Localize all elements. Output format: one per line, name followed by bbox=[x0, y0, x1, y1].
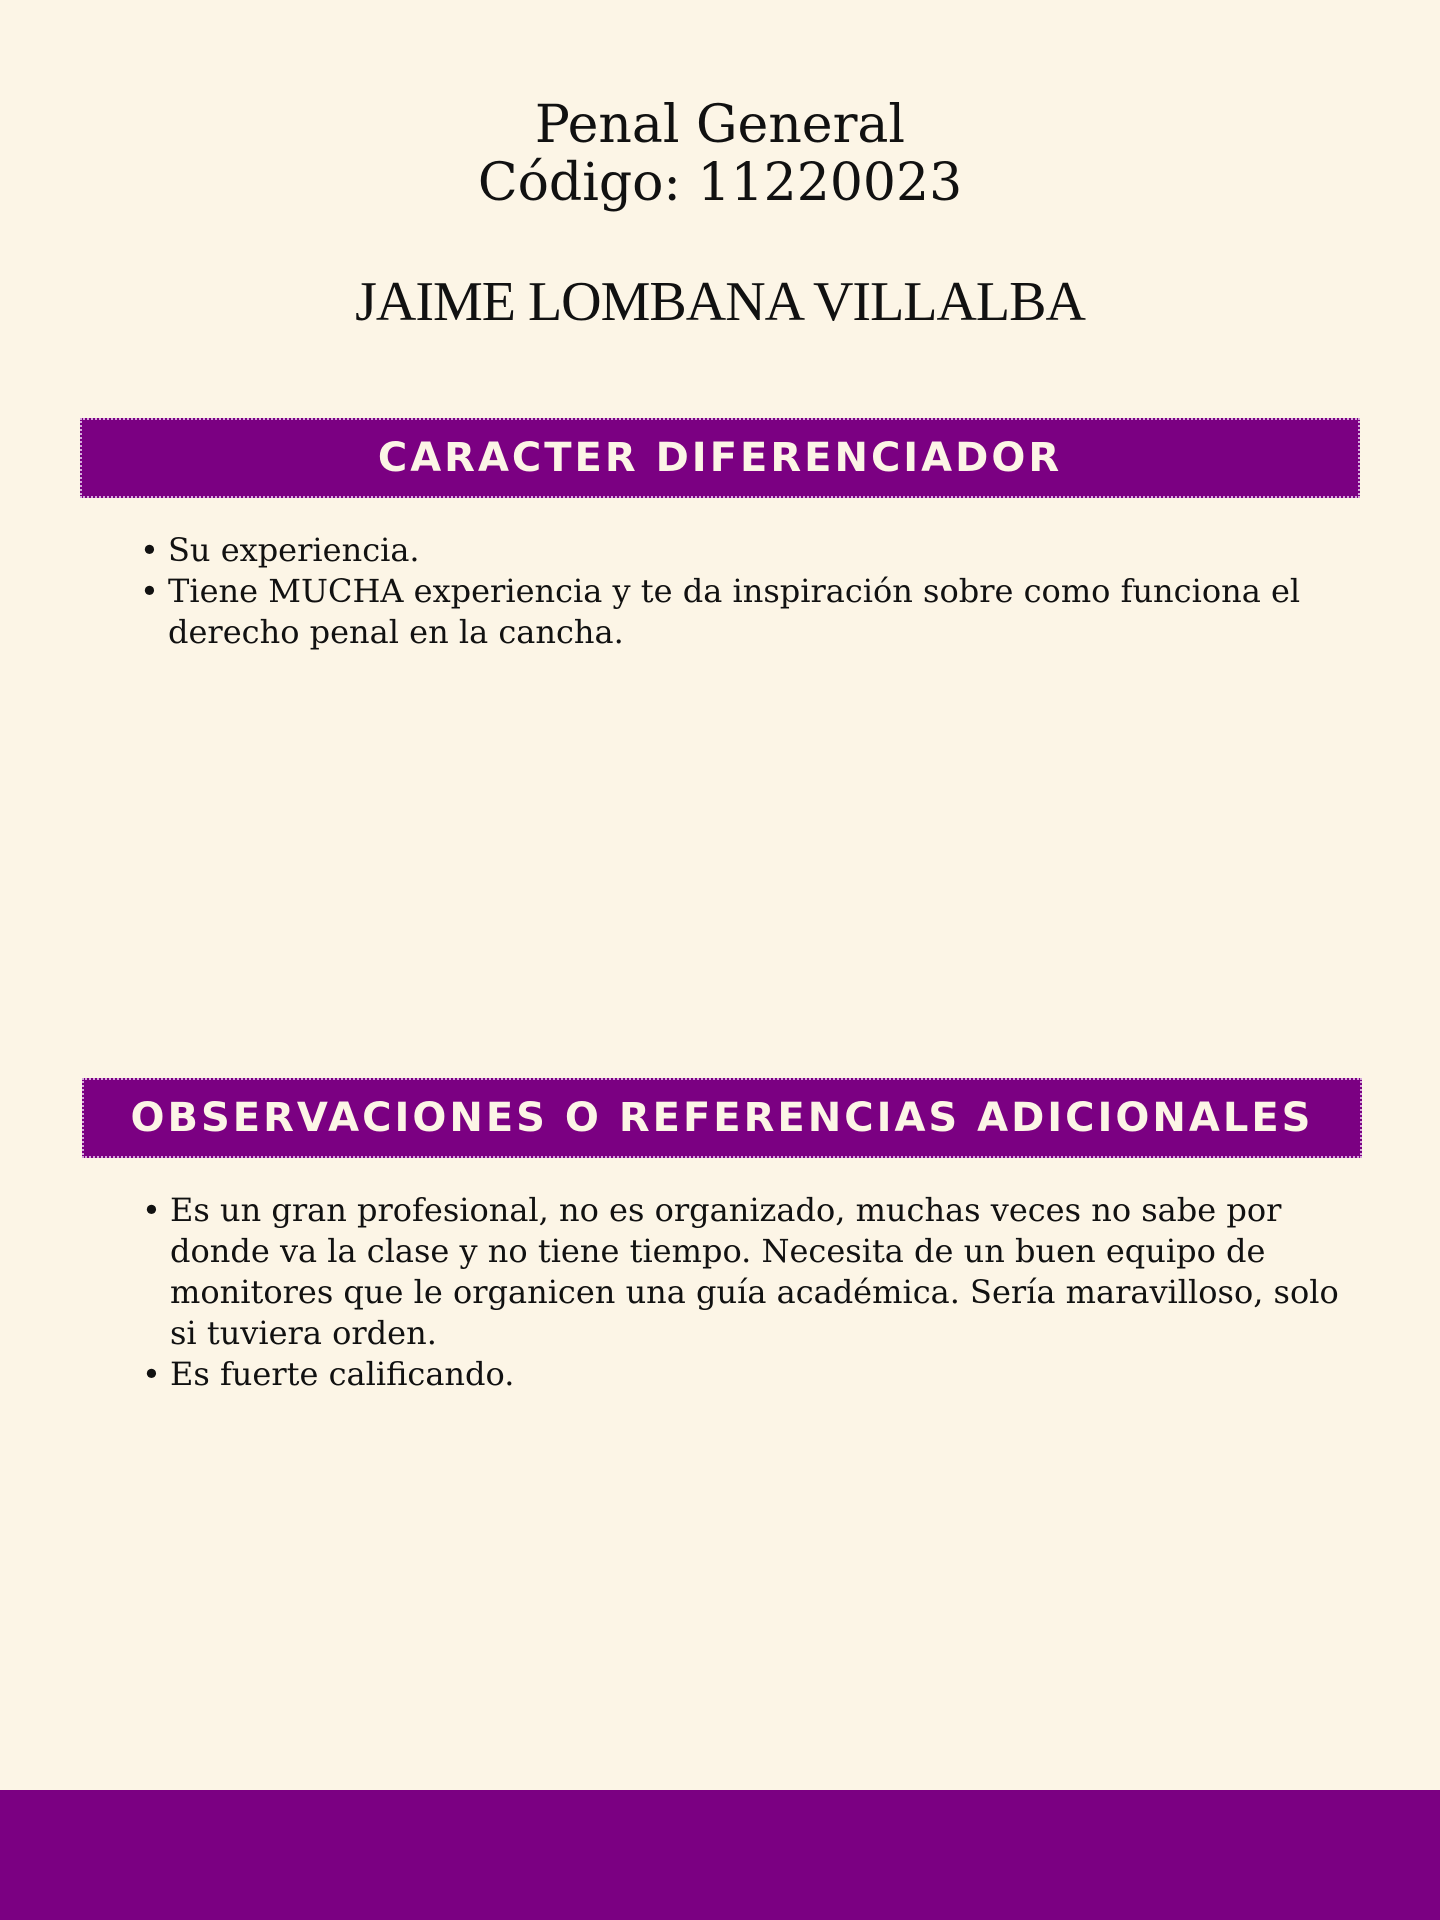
list-item-text: Tiene MUCHA experiencia y te da inspiración sobre como funciona el derecho penal en la cancha. bbox=[168, 572, 1301, 651]
bullet-icon: • bbox=[142, 1191, 161, 1229]
section-heading-caracter-diferenciador: CARACTER DIFERENCIADOR bbox=[80, 418, 1360, 498]
list-item bbox=[136, 571, 1356, 653]
course-code: Código: 11220023 bbox=[477, 153, 963, 213]
bullet-icon: • bbox=[140, 572, 159, 610]
list-item-text: Es fuerte calificando. bbox=[170, 1355, 515, 1393]
bullet-icon: • bbox=[140, 531, 159, 569]
list-item-text: Su experiencia. bbox=[168, 531, 420, 569]
bullet-icon: • bbox=[142, 1355, 161, 1393]
course-title: Penal General bbox=[534, 95, 906, 155]
footer-bar bbox=[0, 1790, 1440, 1920]
document-header bbox=[0, 96, 1440, 212]
caracter-diferenciador-list bbox=[136, 530, 1356, 653]
list-item-text: Es un gran profesional, no es organizado, muchas veces no sabe por donde va la clase y no tiene tiempo. Necesita de un buen equipo de monitores que le organicen una guía académica. Sería maravilloso, solo si tuviera orden. bbox=[170, 1191, 1339, 1352]
list-item bbox=[136, 530, 1356, 571]
list-item bbox=[138, 1190, 1348, 1354]
observaciones-list bbox=[138, 1190, 1348, 1395]
list-item bbox=[138, 1354, 1348, 1395]
professor-name: JAIME LOMBANA VILLALBA bbox=[355, 271, 1085, 333]
section-heading-observaciones: OBSERVACIONES O REFERENCIAS ADICIONALES bbox=[82, 1078, 1362, 1158]
